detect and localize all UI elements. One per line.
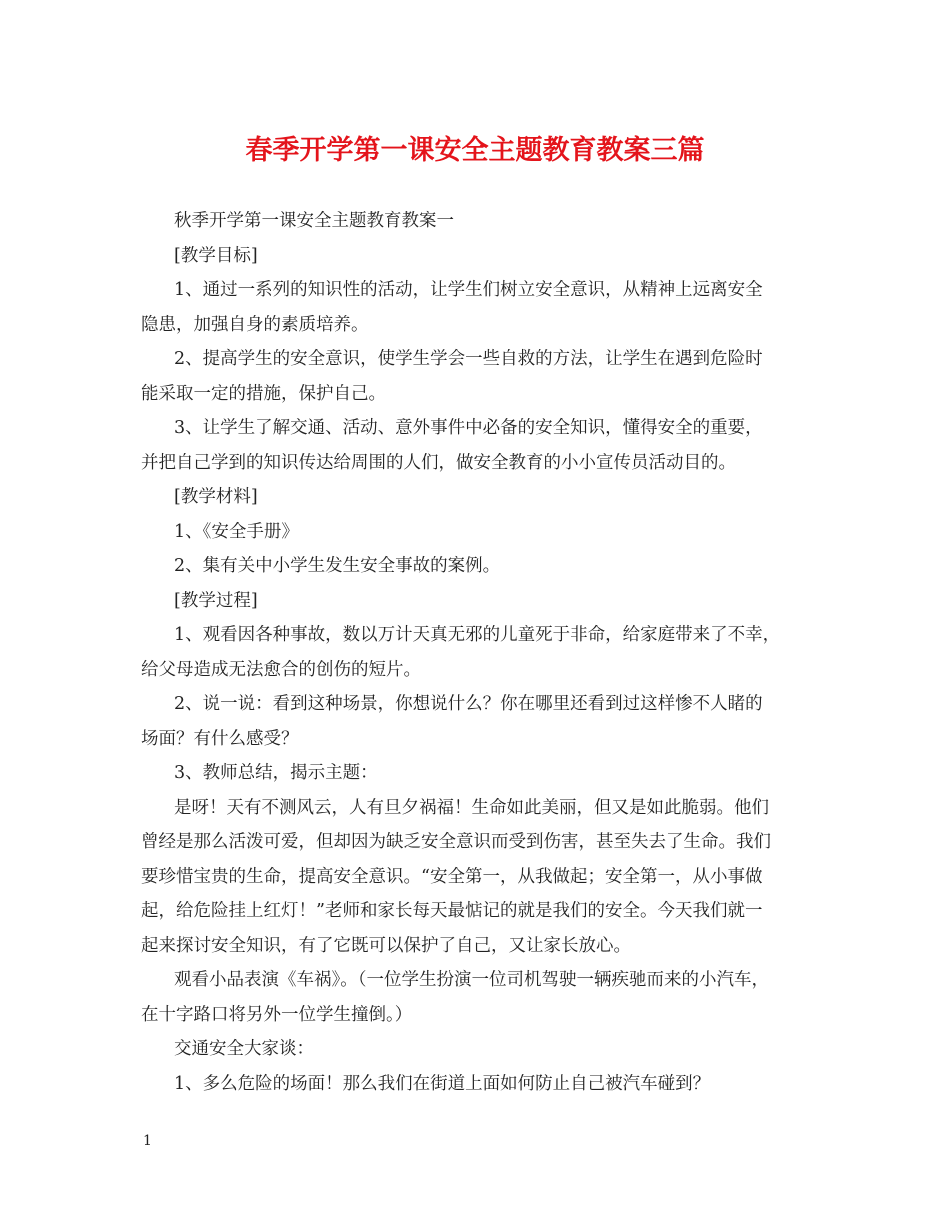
body-line: 1、多么危险的场面！那么我们在街道上面如何防止自己被汽车碰到？	[174, 1073, 711, 1094]
body-line: 起，给危险挂上红灯！”老师和家长每天最惦记的就是我们的安全。今天我们就一	[141, 901, 763, 921]
body-line: 在十字路口将另外一位学生撞倒。）	[141, 1004, 413, 1025]
document-body	[141, 204, 841, 1101]
body-line: 观看小品表演《车祸》。（一位学生扮演一位司机驾驶一辆疾驰而来的小汽车，	[174, 970, 769, 990]
body-line: 1、通过一系列的知识性的活动，让学生们树立安全意识，从精神上远离安全	[174, 280, 763, 300]
body-line: 要珍惜宝贵的生命，提高安全意识。“安全第一，从我做起；安全第一，从小事做	[141, 866, 763, 887]
body-line: 场面？有什么感受？	[141, 728, 299, 749]
body-line: 2、提高学生的安全意识，使学生学会一些自救的方法，让学生在遇到危险时	[174, 349, 763, 369]
body-line: [教学目标]	[174, 245, 258, 266]
body-line: [教学材料]	[174, 487, 258, 507]
body-line: 能采取一定的措施，保护自己。	[141, 383, 386, 404]
body-line: [教学过程]	[174, 590, 258, 611]
body-line: 3、让学生了解交通、活动、意外事件中必备的安全知识，懂得安全的重要，	[174, 418, 763, 438]
page-number: 1	[143, 1133, 152, 1149]
body-line: 秋季开学第一课安全主题教育教案一	[174, 211, 454, 231]
body-line: 交通安全大家谈：	[174, 1039, 314, 1059]
body-line: 2、说一说：看到这种场景，你想说什么？你在哪里还看到过这样惨不人睹的	[174, 694, 763, 714]
body-line: 起来探讨安全知识，有了它既可以保护了自己，又让家长放心。	[141, 935, 631, 956]
body-line: 1、《安全手册》	[174, 521, 299, 542]
document-title: 春季开学第一课安全主题教育教案三篇	[245, 135, 705, 166]
body-line: 2、集有关中小学生发生安全事故的案例。	[174, 556, 501, 576]
body-line: 曾经是那么活泼可爱，但却因为缺乏安全意识而受到伤害，甚至失去了生命。我们	[141, 832, 771, 852]
body-line: 1、观看因各种事故，数以万计天真无邪的儿童死于非命，给家庭带来了不幸，	[174, 625, 781, 645]
body-line: 给父母造成无法愈合的创伤的短片。	[141, 659, 421, 680]
body-line: 3、教师总结，揭示主题：	[174, 763, 378, 783]
body-line: 隐患，加强自身的素质培养。	[141, 314, 369, 335]
body-line: 并把自己学到的知识传达给周围的人们，做安全教育的小小宣传员活动目的。	[141, 452, 736, 473]
body-line: 是呀！天有不测风云，人有旦夕祸福！生命如此美丽，但又是如此脆弱。他们	[174, 797, 769, 818]
